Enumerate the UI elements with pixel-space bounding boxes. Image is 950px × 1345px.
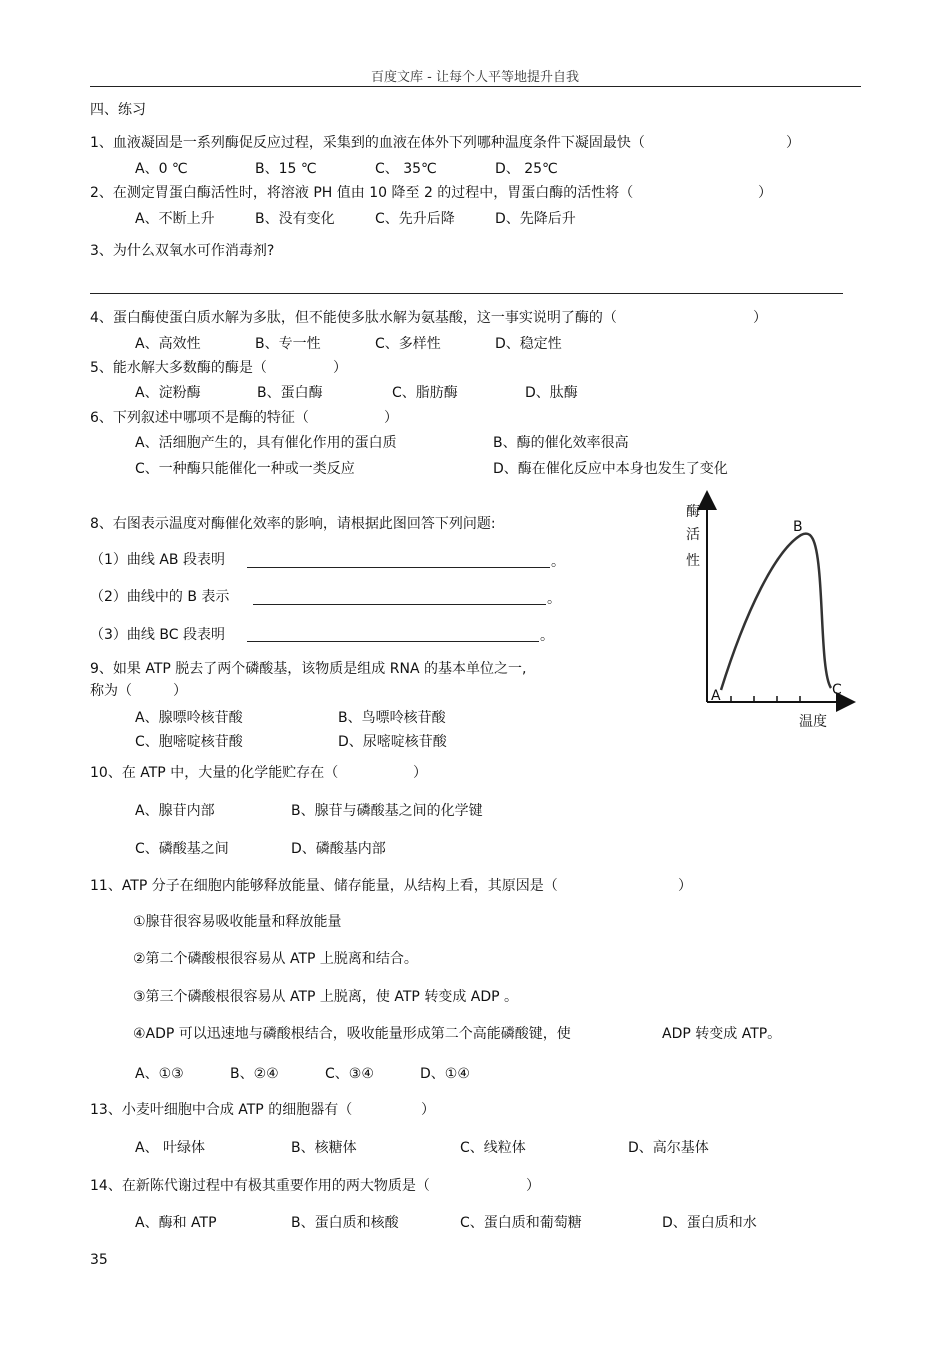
point-b-label: B bbox=[793, 519, 803, 535]
x-axis-label: 温度 bbox=[799, 714, 827, 730]
q1-option-c: C、 35℃ bbox=[375, 161, 437, 177]
q2-stem: 2、在测定胃蛋白酶活性时，将溶液 PH 值由 10 降至 2 的过程中，胃蛋白酶的活性将（ bbox=[90, 185, 634, 201]
q5-option-b: B、蛋白酶 bbox=[257, 385, 323, 401]
q2-option-c: C、先升后降 bbox=[375, 211, 455, 227]
q2-close: ） bbox=[758, 185, 772, 201]
q1-option-d: D、 25℃ bbox=[495, 161, 558, 177]
q3-answer-line bbox=[90, 293, 843, 294]
q13-option-c: C、线粒体 bbox=[460, 1140, 526, 1156]
q9-stem-line2: 称为（ bbox=[90, 683, 132, 699]
q3-stem: 3、为什么双氧水可作消毒剂? bbox=[90, 243, 275, 259]
q11-option-c: C、③④ bbox=[325, 1066, 374, 1082]
q4-option-d: D、稳定性 bbox=[495, 336, 562, 352]
q5-stem: 5、能水解大多数酶的酶是（ bbox=[90, 360, 267, 376]
q5-option-d: D、肽酶 bbox=[525, 385, 578, 401]
q6-option-a: A、活细胞产生的，具有催化作用的蛋白质 bbox=[135, 435, 397, 451]
q8-part1-end: 。 bbox=[551, 554, 565, 570]
q4-option-b: B、专一性 bbox=[255, 336, 321, 352]
q10-stem: 10、在 ATP 中，大量的化学能贮存在（ bbox=[90, 765, 339, 781]
q9-option-b: B、鸟嘌呤核苷酸 bbox=[338, 710, 446, 726]
q8-part3-blank[interactable] bbox=[247, 641, 539, 642]
q4-stem: 4、蛋白酶使蛋白质水解为多肽，但不能使多肽水解为氨基酸，这一事实说明了酶的（ bbox=[90, 310, 617, 326]
q11-stem: 11、ATP 分子在细胞内能够释放能量、储存能量，从结构上看，其原因是（ bbox=[90, 878, 558, 894]
q11-statement-4: ④ADP 可以迅速地与磷酸根结合，吸收能量形成第二个高能磷酸键，使 bbox=[133, 1026, 571, 1042]
q6-option-d: D、酶在催化反应中本身也发生了变化 bbox=[493, 461, 728, 477]
q13-option-a: A、 叶绿体 bbox=[135, 1140, 206, 1156]
activity-curve bbox=[721, 534, 831, 690]
q4-option-a: A、高效性 bbox=[135, 336, 201, 352]
q13-stem: 13、小麦叶细胞中合成 ATP 的细胞器有（ bbox=[90, 1102, 353, 1118]
q11-statement-2: ②第二个磷酸根很容易从 ATP 上脱离和结合。 bbox=[133, 951, 418, 967]
q9-option-d: D、尿嘧啶核苷酸 bbox=[338, 734, 447, 750]
y-label-char: 酶 bbox=[686, 504, 700, 520]
q9-option-a: A、腺嘌呤核苷酸 bbox=[135, 710, 243, 726]
q10-option-c: C、磷酸基之间 bbox=[135, 841, 229, 857]
q11-option-d: D、①④ bbox=[420, 1066, 470, 1082]
q8-part2-label: （2）曲线中的 B 表示 bbox=[90, 589, 230, 605]
enzyme-temperature-graph bbox=[676, 490, 861, 735]
header-divider bbox=[90, 86, 861, 87]
y-label-char: 活 bbox=[686, 527, 700, 543]
q14-option-c: C、蛋白质和葡萄糖 bbox=[460, 1215, 582, 1231]
page-number: 35 bbox=[90, 1252, 108, 1268]
q2-option-a: A、不断上升 bbox=[135, 211, 215, 227]
q8-part2-blank[interactable] bbox=[253, 604, 546, 605]
q6-close: ） bbox=[384, 410, 398, 426]
q5-option-c: C、脂肪酶 bbox=[392, 385, 458, 401]
q9-stem: 9、如果 ATP 脱去了两个磷酸基，该物质是组成 RNA 的基本单位之一, bbox=[90, 661, 527, 677]
y-label-char: 性 bbox=[686, 553, 700, 569]
q14-option-d: D、蛋白质和水 bbox=[662, 1215, 757, 1231]
q8-part2-end: 。 bbox=[547, 591, 561, 607]
q1-stem: 1、血液凝固是一系列酶促反应过程，采集到的血液在体外下列哪种温度条件下凝固最快（ bbox=[90, 135, 645, 151]
q8-part3-label: （3）曲线 BC 段表明 bbox=[90, 627, 225, 643]
q4-option-c: C、多样性 bbox=[375, 336, 441, 352]
point-a-label: A bbox=[711, 688, 721, 704]
q11-statement-3: ③第三个磷酸根很容易从 ATP 上脱离，使 ATP 转变成 ADP 。 bbox=[133, 989, 519, 1005]
q5-close: ） bbox=[333, 360, 347, 376]
q13-close: ） bbox=[421, 1102, 435, 1118]
q1-option-b: B、15 ℃ bbox=[255, 161, 317, 177]
q11-statement-4-end: ADP 转变成 ATP。 bbox=[662, 1026, 782, 1042]
q4-close: ） bbox=[753, 310, 767, 326]
q14-option-b: B、蛋白质和核酸 bbox=[291, 1215, 399, 1231]
q11-option-a: A、①③ bbox=[135, 1066, 184, 1082]
q8-part1-blank[interactable] bbox=[247, 567, 550, 568]
q8-stem: 8、右图表示温度对酶催化效率的影响，请根据此图回答下列问题: bbox=[90, 516, 496, 532]
q13-option-d: D、高尔基体 bbox=[628, 1140, 709, 1156]
q8-part3-end: 。 bbox=[540, 628, 554, 644]
q6-stem: 6、下列叙述中哪项不是酶的特征（ bbox=[90, 410, 309, 426]
q6-option-c: C、一种酶只能催化一种或一类反应 bbox=[135, 461, 355, 477]
q10-close: ） bbox=[413, 765, 427, 781]
q10-option-a: A、腺苷内部 bbox=[135, 803, 215, 819]
q2-option-b: B、没有变化 bbox=[255, 211, 335, 227]
q9-option-c: C、胞嘧啶核苷酸 bbox=[135, 734, 243, 750]
q5-option-a: A、淀粉酶 bbox=[135, 385, 201, 401]
section-title: 四、练习 bbox=[90, 102, 146, 118]
q10-option-b: B、腺苷与磷酸基之间的化学键 bbox=[291, 803, 483, 819]
q11-close: ） bbox=[678, 878, 692, 894]
q1-close: ） bbox=[786, 135, 800, 151]
q1-option-a: A、0 ℃ bbox=[135, 161, 188, 177]
q6-option-b: B、酶的催化效率很高 bbox=[493, 435, 629, 451]
point-c-label: C bbox=[832, 682, 842, 698]
q9-close: ） bbox=[173, 683, 187, 699]
q11-statement-1: ①腺苷很容易吸收能量和释放能量 bbox=[133, 914, 342, 930]
q10-option-d: D、磷酸基内部 bbox=[291, 841, 386, 857]
q11-option-b: B、②④ bbox=[230, 1066, 279, 1082]
q14-option-a: A、酶和 ATP bbox=[135, 1215, 217, 1231]
q8-part1-label: （1）曲线 AB 段表明 bbox=[90, 552, 225, 568]
q2-option-d: D、先降后升 bbox=[495, 211, 576, 227]
q14-stem: 14、在新陈代谢过程中有极其重要作用的两大物质是（ bbox=[90, 1178, 430, 1194]
q13-option-b: B、核糖体 bbox=[291, 1140, 357, 1156]
page-header: 百度文库 - 让每个人平等地提升自我 bbox=[371, 70, 579, 85]
q14-close: ） bbox=[526, 1178, 540, 1194]
